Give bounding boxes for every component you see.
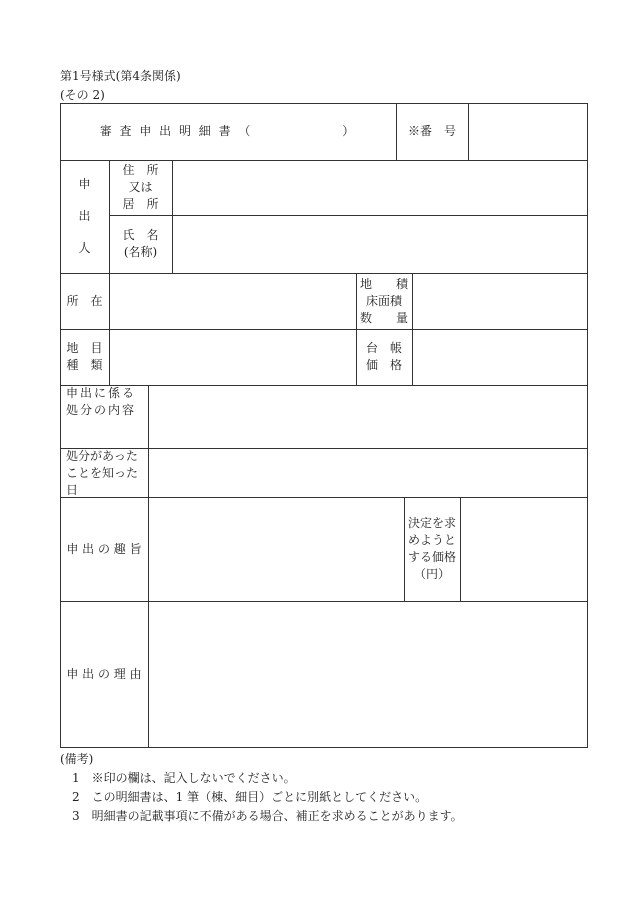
note-item: 2 この明細書は、1 筆（棟、細目）ごとに別紙としてください。 bbox=[72, 790, 428, 804]
form-sub-number: (その 2) bbox=[60, 88, 105, 102]
disposition-field[interactable] bbox=[149, 386, 586, 447]
location-label: 所 在 bbox=[66, 293, 103, 308]
notes-heading: (備考) bbox=[60, 752, 94, 766]
address-field[interactable] bbox=[173, 161, 586, 214]
location-field[interactable] bbox=[110, 274, 355, 328]
area-field[interactable] bbox=[413, 274, 586, 328]
disposition-date-label: 処分があった ことを知った 日 bbox=[66, 449, 139, 497]
disposition-label: 申出に係る 処分の内容 bbox=[66, 386, 137, 417]
number-label: ※番 号 bbox=[407, 124, 456, 138]
reason-field[interactable] bbox=[149, 602, 586, 746]
address-label: 住 所 又は 居 所 bbox=[122, 163, 159, 211]
price-request-label: 決定を求 めようと する価格 （円） bbox=[407, 516, 456, 581]
applicant-label: 申 出 人 bbox=[78, 176, 91, 256]
purpose-field[interactable] bbox=[149, 498, 403, 600]
area-label: 地 積 床面積 数 量 bbox=[359, 276, 408, 325]
purpose-label: 申 出 の 趣 旨 bbox=[66, 541, 142, 556]
form-title: 審 査 申 出 明 細 書 （ ） bbox=[99, 124, 357, 138]
land-category-label: 地 目 種 類 bbox=[66, 341, 103, 372]
disposition-date-field[interactable] bbox=[149, 449, 586, 496]
ledger-price-label: 台 帳 価 格 bbox=[365, 341, 402, 372]
name-label: 氏 名 (名称) bbox=[122, 228, 159, 259]
note-item: 3 明細書の記載事項に不備がある場合、補正を求めることがあります。 bbox=[72, 809, 463, 823]
price-request-field[interactable] bbox=[461, 498, 586, 600]
form-number: 第1号様式(第4条関係) bbox=[60, 69, 181, 83]
ledger-price-field[interactable] bbox=[413, 330, 586, 384]
number-field[interactable] bbox=[469, 104, 586, 159]
land-category-field[interactable] bbox=[110, 330, 355, 384]
reason-label: 申 出 の 理 由 bbox=[66, 666, 142, 681]
note-item: 1 ※印の欄は、記入しないでください。 bbox=[72, 771, 296, 785]
name-field[interactable] bbox=[173, 216, 586, 272]
